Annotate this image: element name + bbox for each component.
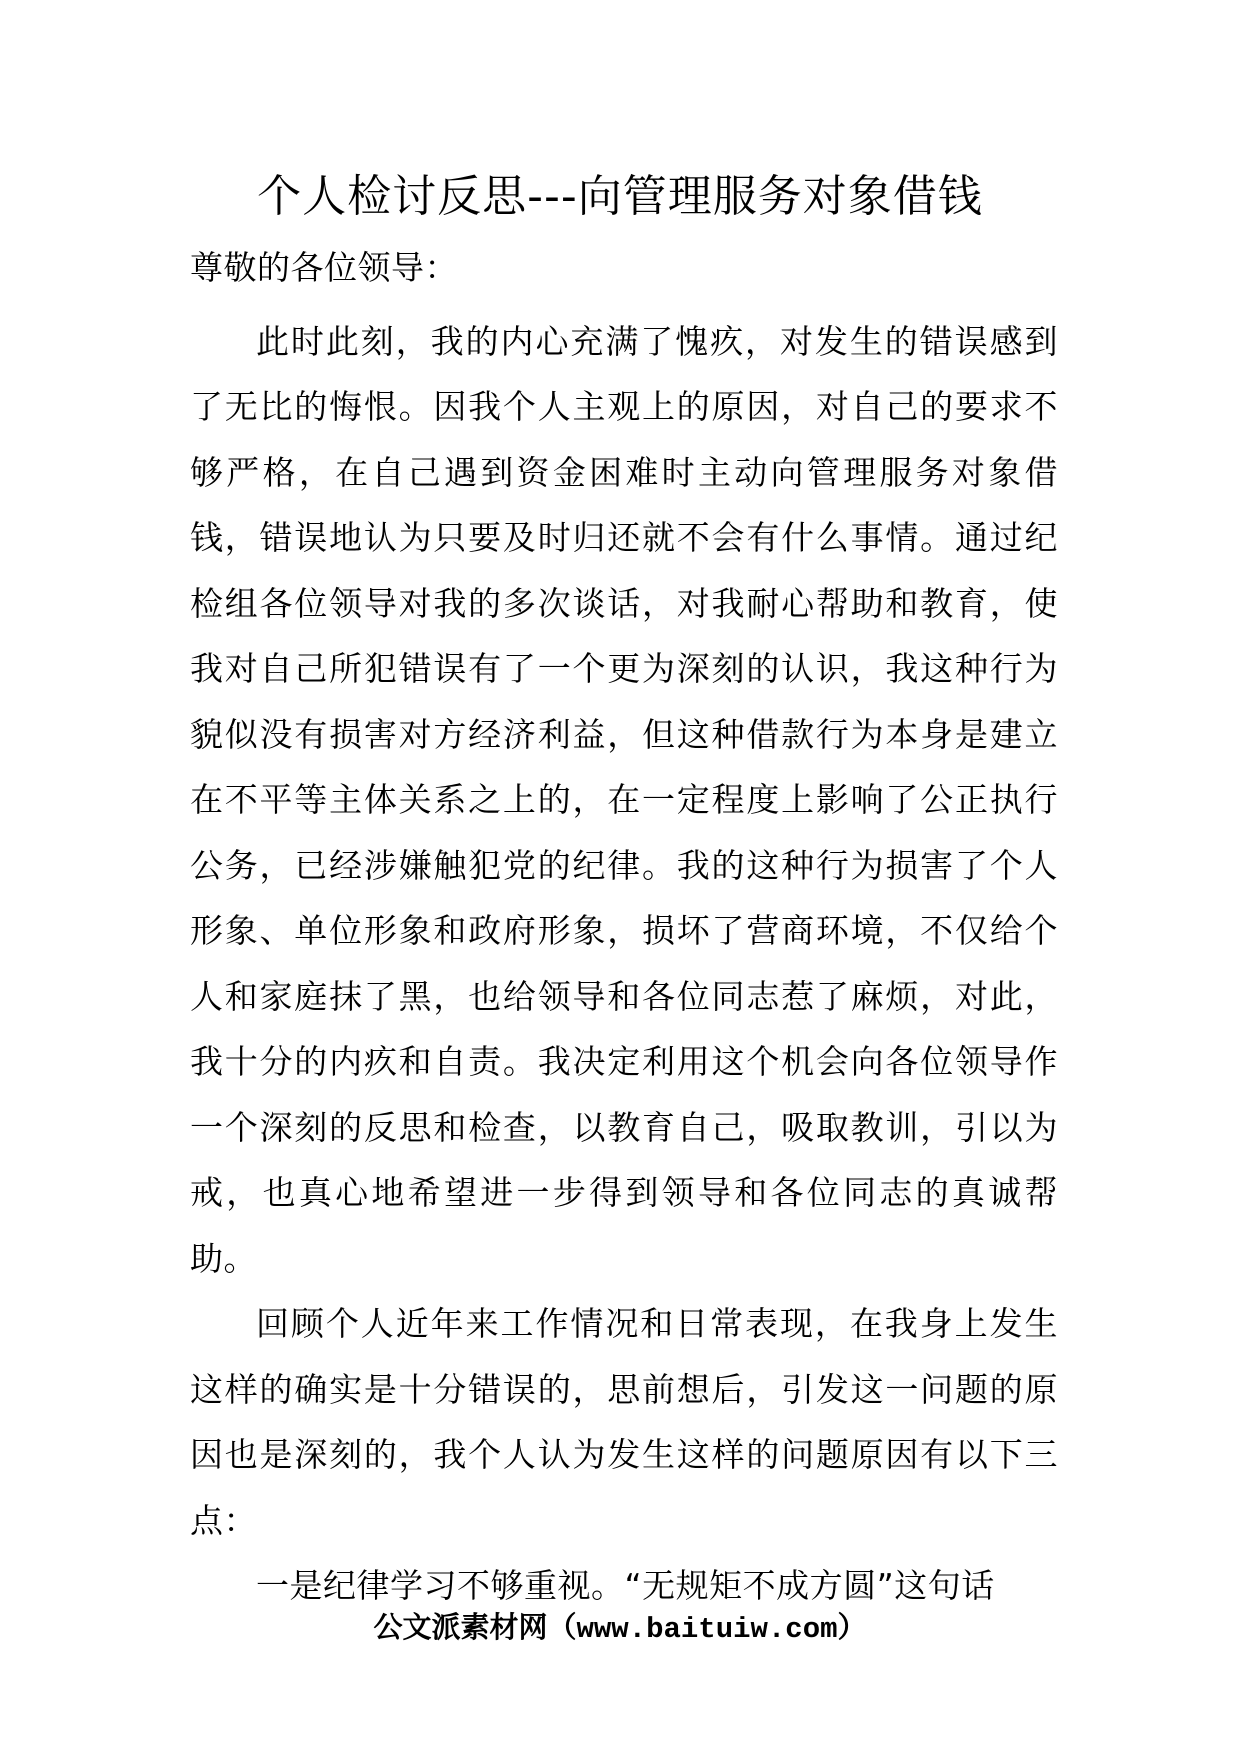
footer-watermark: 公文派素材网（www.baituiw.com）	[373, 1613, 867, 1646]
document-title: 个人检讨反思---向管理服务对象借钱	[257, 171, 983, 222]
paragraph-3: 一是纪律学习不够重视。“无规矩不成方圆”这句话	[256, 1566, 995, 1605]
salutation: 尊敬的各位领导：	[190, 248, 458, 287]
paragraph-2: 回顾个人近年来工作情况和日常表现，在我身上发生这样的确实是十分错误的，思前想后，引发这一问题的原因也是深刻的，我个人认为发生这样的问题原因有以下三点：	[190, 1304, 1058, 1540]
paragraph-1: 此时此刻，我的内心充满了愧疚，对发生的错误感到了无比的悔恨。因我个人主观上的原因，对自己的要求不够严格，在自己遇到资金困难时主动向管理服务对象借钱，错误地认为只要及时归还就不会有什么事情。通过纪检组各位领导对我的多次谈话，对我耐心帮助和教育，使我对自己所犯错误有了一个更为深刻的认识，我这种行为貌似没有损害对方经济利益，但这种借款行为本身是建立在不平等主体关系之上的，在一定程度上影响了公正执行公务，已经涉嫌触犯党的纪律。我的这种行为损害了个人形象、单位形象和政府形象，损坏了营商环境，不仅给个人和家庭抹了黑，也给领导和各位同志惹了麻烦，对此，我十分的内疚和自责。我决定利用这个机会向各位领导作一个深刻的反思和检查，以教育自己，吸取教训，引以为戒，也真心地希望进一步得到领导和各位同志的真诚帮助。	[190, 321, 1058, 1278]
document-body	[190, 235, 1058, 1619]
